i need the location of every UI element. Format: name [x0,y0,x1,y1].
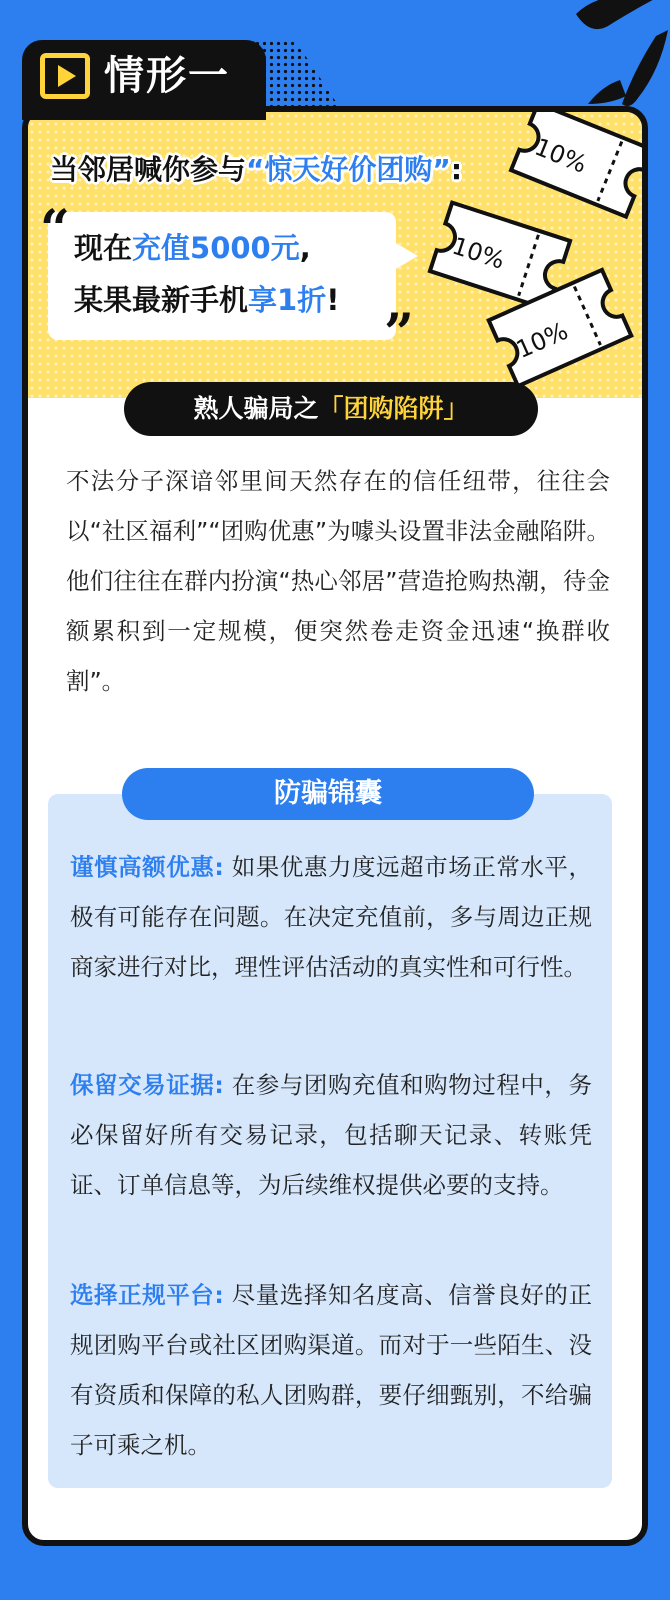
hero-headline-suffix: : [450,153,463,186]
scam-description: 不法分子深谙邻里间天然存在的信任纽带，往往会以“社区福利”“团购优惠”为噱头设置非法金融陷阱。他们往往在群内扮演“热心邻居”营造抢购热潮，待金额累积到一定规模，便突然卷走资金迅速“换群收割”。 [66,467,610,695]
tip-1-title: 谨慎高额优惠: [70,853,224,881]
quote-close-mark: ” [384,303,414,364]
play-icon [40,53,90,99]
hero-headline-prefix: 当邻居喊你参与 [50,153,247,186]
speech-bubble [48,212,396,340]
tip-item-1 [70,842,592,992]
discount-ticket-3 [490,288,630,368]
section-title-prefix: 熟人骗局之 [193,394,319,423]
tip-item-3 [70,1270,592,1470]
hero-banner [28,112,642,398]
bubble-line-2-a: 某果最新手机 [74,283,249,317]
section-title-highlight: 「团购陷阱」 [318,394,469,423]
bubble-line-2-b: ! [326,283,340,317]
discount-ticket-1 [512,120,648,200]
bubble-line-1-a: 现在 [74,231,133,265]
discount-ticket-2 [430,216,570,296]
hero-headline-highlight: “惊天好价团购” [246,153,451,186]
ticket-2-label: 10% [448,231,509,275]
tip-3-text: 尽量选择知名度高、信誉良好的正规团购平台或社区团购渠道。而对于一些陌生、没有资质和保障的私人团购群，要仔细甄别，不给骗子可乘之机。 [70,1281,592,1459]
tips-title-pill: 防骗锦囊 [122,768,534,820]
tip-item-2 [70,1060,592,1210]
hero-headline [50,148,462,188]
tip-1-text: 如果优惠力度远超市场正常水平，极有可能存在问题。在决定充值前，多与周边正规商家进行对比，理性评估活动的真实性和可行性。 [70,853,592,981]
ticket-1-label: 10% [530,132,591,179]
main-card [22,106,648,1546]
tip-3-title: 选择正规平台: [70,1281,224,1309]
tip-2-title: 保留交易证据: [70,1071,224,1099]
bubble-line-1 [74,228,311,268]
bubble-line-1-b: , [299,231,311,265]
halftone-decoration [240,40,340,108]
bubble-line-2-highlight: 享1折 [248,283,327,317]
bubble-line-1-highlight: 充值5000元 [132,231,300,265]
tip-2-text: 在参与团购充值和购物过程中，务必保留好所有交易记录，包括聊天记录、转账凭证、订单信息等，为后续维权提供必要的支持。 [70,1071,592,1199]
quote-open-mark: “ [40,199,70,260]
page-title: 情形一 [104,53,230,99]
bubble-line-2 [74,280,339,320]
section-title-pill [124,382,538,436]
ticket-3-label: 10% [512,316,573,364]
